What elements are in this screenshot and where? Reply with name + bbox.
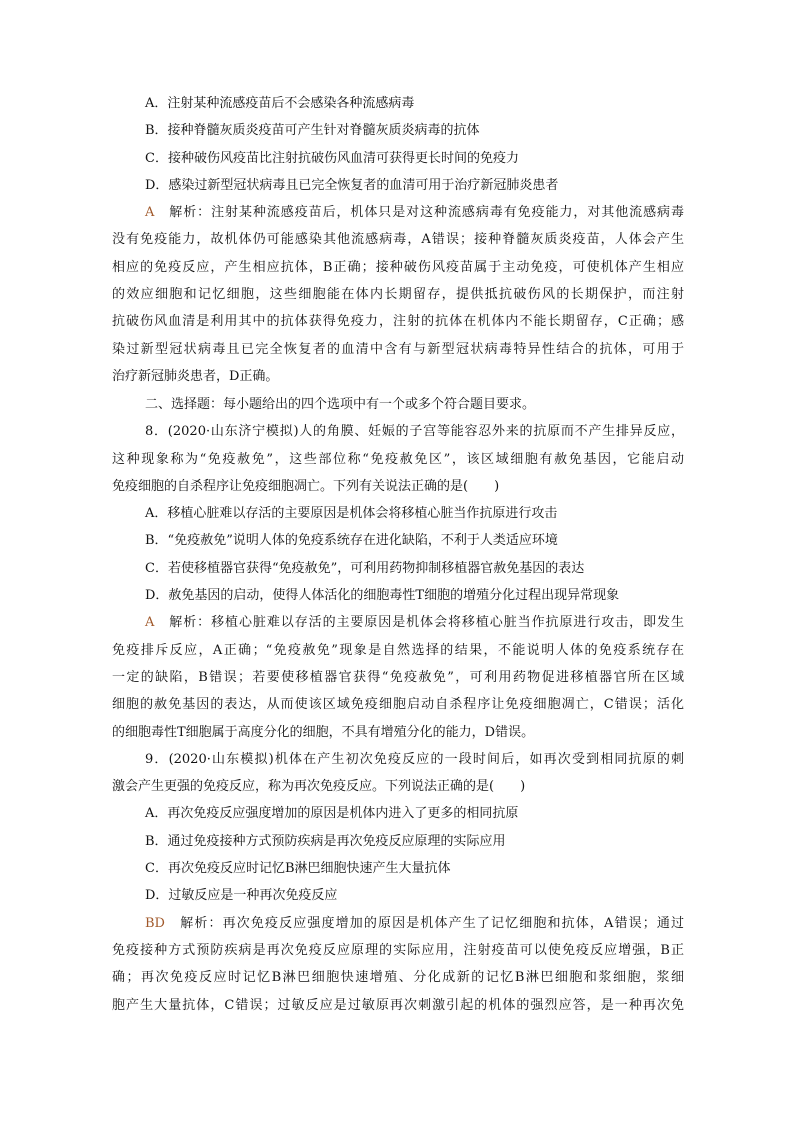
q9-option-d: D．过敏反应是一种再次免疫反应 xyxy=(145,888,338,904)
q7-analysis-line: 相应的免疫反应，产生相应抗体，B正确；接种破伤风疫苗属于主动免疫，可使机体产生相应 xyxy=(112,259,684,275)
q8-option-b: B．“免疫赦免”说明人体的免疫系统存在进化缺陷，不利于人类适应环境 xyxy=(145,533,558,549)
q8-option-c: C．若使移植器官获得“免疫赦免”，可利用药物抑制移植器官赦免基因的表达 xyxy=(145,560,585,576)
q8-analysis-first: 解析：移植心脏难以存活的主要原因是机体会将移植心脏当作抗原进行攻击，即发生 xyxy=(169,615,684,631)
q7-block xyxy=(112,90,684,390)
q9-stem-line: 9．(2020·山东模拟)机体在产生初次免疫反应的一段时间后，如再次受到相同抗原的刺 xyxy=(145,751,684,767)
q9-analysis-line xyxy=(112,910,684,937)
q7-analysis-line: 染过新型冠状病毒且已完全恢复者的血清中含有与新型冠状病毒特异性结合的抗体，可用于 xyxy=(112,341,684,357)
q9-analysis-line: 确；再次免疫反应时记忆B淋巴细胞快速增殖、分化成新的记忆B淋巴细胞和浆细胞，浆细 xyxy=(112,970,684,986)
q9-analysis-line: 免疫接种方式预防疾病是再次免疫反应原理的实际应用，注射疫苗可以使免疫反应增强，B正 xyxy=(112,942,684,958)
q7-analysis-line: 抗破伤风血清是利用其中的抗体获得免疫力，注射的抗体在机体内不能长期留存，C正确；感 xyxy=(112,314,684,330)
q9-option-a: A．再次免疫反应强度增加的原因是机体内进入了更多的相同抗原 xyxy=(145,806,519,822)
section-heading: 二、选择题：每小题给出的四个选项中有一个或多个符合题目要求。 xyxy=(145,397,536,412)
q9-option-c: C．再次免疫反应时记忆B淋巴细胞快速产生大量抗体 xyxy=(145,861,451,877)
q8-stem-line: 免疫细胞的自杀程序让免疫细胞凋亡。下列有关说法正确的是( ) xyxy=(112,478,500,494)
q8-analysis-line xyxy=(112,609,684,636)
q8-option-a: A．移植心脏难以存活的主要原因是机体会将移植心脏当作抗原进行攻击 xyxy=(145,506,558,522)
q8-answer-tag: A xyxy=(145,615,155,631)
q8-analysis-line: 一定的缺陷，B错误；若要使移植器官获得“免疫赦免”，可利用药物促进移植器官所在区域 xyxy=(112,669,684,685)
q7-analysis-first: 解析：注射某种流感疫苗后，机体只是对这种流感病毒有免疫能力，对其他流感病毒 xyxy=(169,205,684,221)
q7-analysis-line: 治疗新冠肺炎患者，D正确。 xyxy=(112,368,279,384)
q7-analysis-line: 没有免疫能力，故机体仍可能感染其他流感病毒，A错误；接种脊髓灰质炎疫苗，人体会产生 xyxy=(112,232,684,248)
q9-option-b: B．通过免疫接种方式预防疾病是再次免疫反应原理的实际应用 xyxy=(145,833,506,849)
q8-option-d: D．赦免基因的启动，使得人体活化的细胞毒性T细胞的增殖分化过程出现异常现象 xyxy=(145,588,620,604)
q9-analysis-line: 胞产生大量抗体，C错误；过敏反应是过敏原再次刺激引起的机体的强烈应答，是一种再次免 xyxy=(112,997,684,1013)
q8-stem-line: 8．(2020·山东济宁模拟)人的角膜、妊娠的子宫等能容忍外来的抗原而不产生排异反应， xyxy=(145,424,684,440)
q7-option-a: A．注射某种流感疫苗后不会感染各种流感病毒 xyxy=(145,96,415,111)
q7-option-d: D．感染过新型冠状病毒且已完全恢复者的血清可用于治疗新冠肺炎患者 xyxy=(145,177,559,193)
q7-option-b: B．接种脊髓灰质炎疫苗可产生针对脊髓灰质炎病毒的抗体 xyxy=(145,123,480,139)
q7-analysis-line: 的效应细胞和记忆细胞，这些细胞能在体内长期留存，提供抵抗破伤风的长期保护，而注射 xyxy=(112,287,684,303)
q9-stem-line: 激会产生更强的免疫反应，称为再次免疫反应。下列说法正确的是( ) xyxy=(112,779,526,795)
q8-analysis-line: 细胞的赦免基因的表达，从而使该区域免疫细胞启动自杀程序让免疫细胞凋亡，C错误；活化 xyxy=(112,697,684,713)
q7-analysis-line xyxy=(112,199,684,226)
section2-block xyxy=(112,391,684,1019)
q8-analysis-line: 免疫排斥反应，A正确；“免疫赦免”现象是自然选择的结果，不能说明人体的免疫系统存在 xyxy=(112,642,684,658)
q8-stem-line: 这种现象称为“免疫赦免”，这些部位称“免疫赦免区”，该区域细胞有赦免基因，它能启动 xyxy=(112,451,684,467)
q9-answer-tag: BD xyxy=(145,915,165,931)
q9-analysis-first: 解析：再次免疫反应强度增加的原因是机体产生了记忆细胞和抗体，A错误；通过 xyxy=(180,915,684,931)
q7-option-c: C．接种破伤风疫苗比注射抗破伤风血清可获得更长时间的免疫力 xyxy=(145,150,519,166)
q7-answer-tag: A xyxy=(145,205,155,221)
q8-analysis-line: 的细胞毒性T细胞属于高度分化的细胞，不具有增殖分化的能力，D错误。 xyxy=(112,724,535,740)
